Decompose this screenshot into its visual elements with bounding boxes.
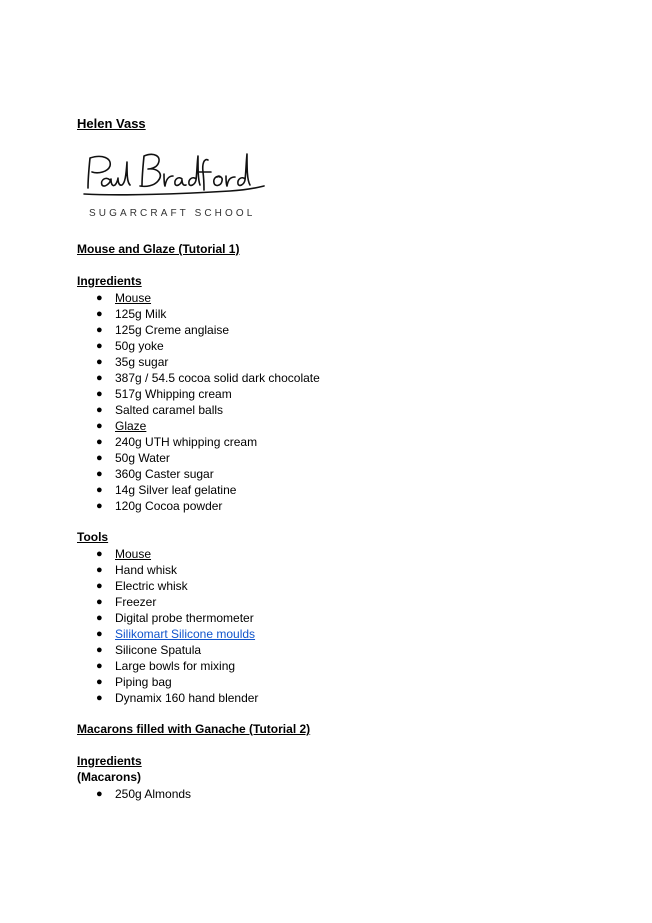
list-item-label: Glaze <box>115 419 147 433</box>
bullet-icon: ● <box>96 788 103 800</box>
bullet-icon: ● <box>96 340 103 352</box>
tutorial2-macarons-subheading: (Macarons) <box>77 770 142 784</box>
list-item[interactable] <box>0 626 258 642</box>
tutorial1-ingredients-heading: Ingredients <box>77 274 142 288</box>
list-item <box>0 354 320 370</box>
list-item <box>0 482 320 498</box>
bullet-icon: ● <box>96 452 103 464</box>
list-item-label: Piping bag <box>115 675 172 689</box>
list-item <box>0 658 258 674</box>
bullet-icon: ● <box>96 596 103 608</box>
bullet-icon: ● <box>96 500 103 512</box>
bullet-icon: ● <box>96 612 103 624</box>
signature-logo-graphic <box>80 150 270 206</box>
tutorial2-ingredients-list <box>0 786 191 802</box>
bullet-icon: ● <box>96 548 103 560</box>
list-item <box>0 322 320 338</box>
list-item-label: 125g Milk <box>115 307 167 321</box>
bullet-icon: ● <box>96 292 103 304</box>
bullet-icon: ● <box>96 468 103 480</box>
bullet-icon: ● <box>96 692 103 704</box>
list-item-label: 120g Cocoa powder <box>115 499 223 513</box>
list-item-label: 360g Caster sugar <box>115 467 214 481</box>
list-item <box>0 418 320 434</box>
bullet-icon: ● <box>96 676 103 688</box>
bullet-icon: ● <box>96 356 103 368</box>
author-name: Helen Vass <box>77 116 146 131</box>
list-item <box>0 402 320 418</box>
list-item-label: 14g Silver leaf gelatine <box>115 483 237 497</box>
list-item <box>0 674 258 690</box>
list-item-label: 240g UTH whipping cream <box>115 435 258 449</box>
bullet-icon: ● <box>96 388 103 400</box>
list-item-label: 125g Creme anglaise <box>115 323 230 337</box>
list-item <box>0 546 258 562</box>
list-item-label: Mouse <box>115 547 152 561</box>
list-item <box>0 610 258 626</box>
bullet-icon: ● <box>96 660 103 672</box>
list-item <box>0 338 320 354</box>
list-item <box>0 498 320 514</box>
bullet-icon: ● <box>96 324 103 336</box>
list-item-label: Silicone Spatula <box>115 643 202 657</box>
list-item-label: 50g yoke <box>115 339 164 353</box>
bullet-icon: ● <box>96 644 103 656</box>
list-item-label: Hand whisk <box>115 563 178 577</box>
list-item <box>0 690 258 706</box>
tutorial1-tools-list <box>0 546 258 706</box>
tutorial1-title: Mouse and Glaze (Tutorial 1) <box>77 242 240 256</box>
list-item <box>0 642 258 658</box>
list-item-label: 35g sugar <box>115 355 169 369</box>
tutorial1-ingredients-list <box>0 290 320 514</box>
list-item-label: Dynamix 160 hand blender <box>115 691 259 705</box>
list-item <box>0 786 191 802</box>
list-item <box>0 386 320 402</box>
list-item <box>0 466 320 482</box>
list-item <box>0 306 320 322</box>
list-item-label: 517g Whipping cream <box>115 387 232 401</box>
list-item-label: Digital probe thermometer <box>115 611 254 625</box>
list-item <box>0 594 258 610</box>
bullet-icon: ● <box>96 484 103 496</box>
bullet-icon: ● <box>96 564 103 576</box>
bullet-icon: ● <box>96 420 103 432</box>
school-logo <box>80 150 270 222</box>
list-item <box>0 370 320 386</box>
list-item <box>0 450 320 466</box>
tutorial2-title: Macarons filled with Ganache (Tutorial 2) <box>77 722 311 736</box>
tutorial1-tools-heading: Tools <box>77 530 109 544</box>
bullet-icon: ● <box>96 436 103 448</box>
list-item-label: 50g Water <box>115 451 170 465</box>
list-item <box>0 290 320 306</box>
list-item-label: Large bowls for mixing <box>115 659 236 673</box>
list-item <box>0 578 258 594</box>
bullet-icon: ● <box>96 404 103 416</box>
list-item <box>0 434 320 450</box>
list-item-label: 250g Almonds <box>115 787 192 801</box>
bullet-icon: ● <box>96 372 103 384</box>
tutorial2-ingredients-heading: Ingredients <box>77 754 142 768</box>
list-item <box>0 562 258 578</box>
list-item-label: Salted caramel balls <box>115 403 224 417</box>
list-item-label: 387g / 54.5 cocoa solid dark chocolate <box>115 371 320 385</box>
list-item-label: Freezer <box>115 595 157 609</box>
bullet-icon: ● <box>96 628 103 640</box>
bullet-icon: ● <box>96 308 103 320</box>
list-item-label: Electric whisk <box>115 579 188 593</box>
list-item-link[interactable]: Silikomart Silicone moulds <box>115 627 256 641</box>
list-item-label: Mouse <box>115 291 152 305</box>
bullet-icon: ● <box>96 580 103 592</box>
logo-subtitle: SUGARCRAFT SCHOOL <box>89 208 256 219</box>
